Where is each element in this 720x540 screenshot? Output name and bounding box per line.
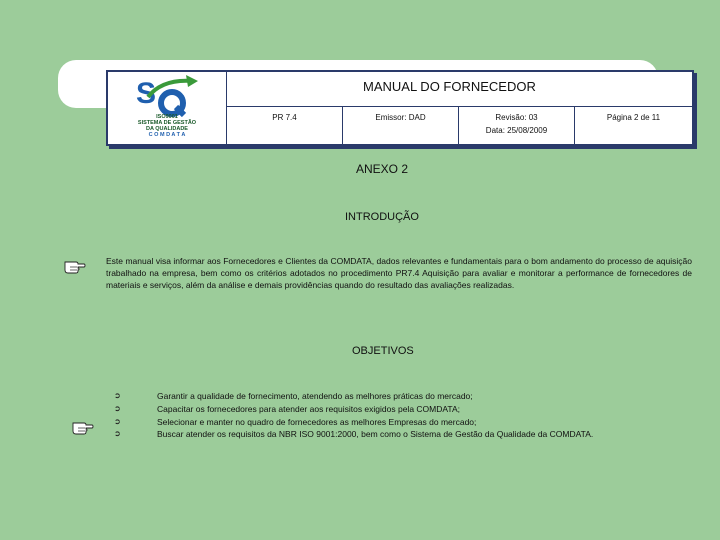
pagina: Página 2 de 11 — [606, 113, 661, 122]
doc-code-cell — [227, 107, 343, 144]
anexo-heading: ANEXO 2 — [356, 162, 409, 176]
objective-text: Selecionar e manter no quadro de fornecedores as melhores Empresas do mercado; — [157, 416, 477, 427]
emissor: Emissor: DAD — [375, 113, 426, 122]
title-row — [227, 72, 692, 107]
arrow-bullet-icon: ➲ — [114, 416, 121, 426]
revisao: Revisão: 03 — [495, 113, 538, 122]
sgq-logo-icon — [134, 75, 200, 117]
arrow-bullet-icon: ➲ — [114, 429, 121, 439]
logo-cell — [108, 72, 227, 144]
arrow-bullet-icon: ➲ — [114, 403, 121, 413]
document-title: MANUAL DO FORNECEDOR — [363, 79, 536, 94]
objective-text: Garantir a qualidade de fornecimento, atendendo as melhores práticas do mercado; — [157, 391, 473, 401]
pointing-hand-icon — [64, 258, 86, 274]
svg-text:S: S — [136, 77, 157, 110]
logo-line-3: DA QUALIDADE — [146, 126, 188, 132]
logo-line-4: C O M D A T A — [148, 132, 186, 138]
pagina-cell — [575, 107, 692, 144]
objetivos-heading: OBJETIVOS — [352, 345, 414, 357]
document-header — [106, 70, 694, 146]
arrow-bullet-icon: ➲ — [114, 391, 121, 400]
pointing-hand-icon — [72, 419, 94, 435]
objective-text: Capacitar os fornecedores para atender aos requisitos exigidos pela COMDATA; — [157, 403, 461, 414]
objective-text: Buscar atender os requisitos da NBR ISO 9001:2000, bem como o Sistema de Gestão da Qualidade da COMDATA. — [157, 429, 594, 440]
logo-line-2: SISTEMA DE GESTÃO — [137, 120, 197, 126]
introducao-heading: INTRODUÇÃO — [345, 211, 419, 223]
data: Data: 25/08/2009 — [485, 126, 548, 135]
logo-iso-label: ISO9001 — [156, 114, 178, 120]
revisao-cell — [459, 107, 575, 144]
intro-paragraph: Este manual visa informar aos Fornecedores e Clientes da COMDATA, dados relevantes e fundamentais para o bom andamento do processo de aquisição trabalhado na empresa, bem como os critérios adotados no procedimento PR7.4 Aquisição para avaliar e monitorar a performance de fornecedores de materiais e serviços, além da análise e demais providências quando do resultado das avaliações realizadas. — [106, 256, 692, 290]
doc-code: PR 7.4 — [272, 113, 297, 122]
emissor-cell — [343, 107, 459, 144]
